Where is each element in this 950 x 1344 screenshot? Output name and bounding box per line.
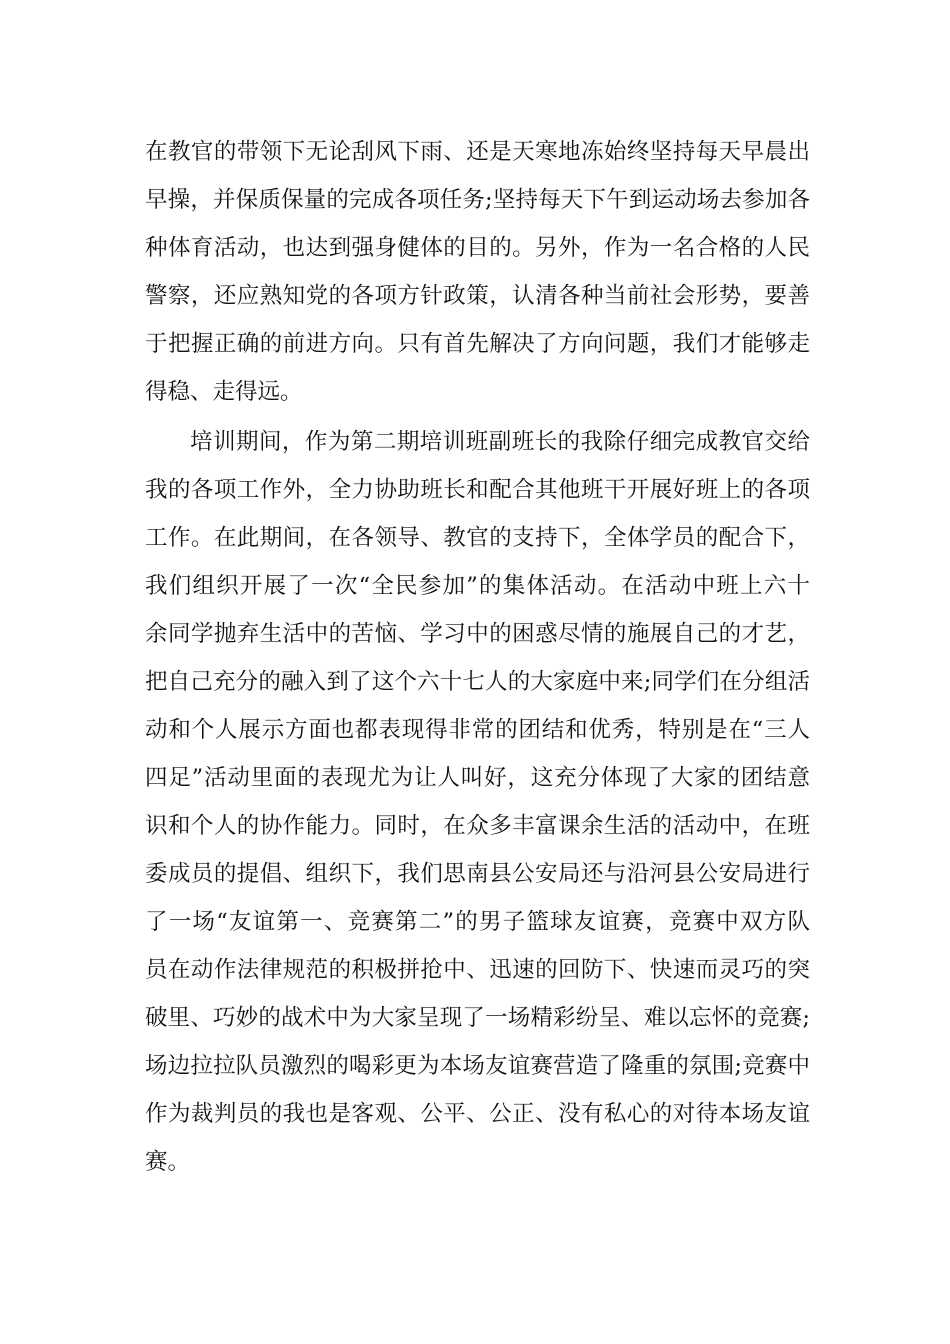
text-line: 员在动作法律规范的积极拼抢中、迅速的回防下、快速而灵巧的突 — [145, 957, 810, 983]
text-line: 得稳、走得远。 — [145, 379, 303, 405]
text-line: 委成员的提倡、组织下，我们思南县公安局还与沿河县公安局进行 — [145, 861, 810, 887]
text-line: 种体育活动，也达到强身健体的目的。另外，作为一名合格的人民 — [145, 235, 810, 261]
text-line: 场边拉拉队员激烈的喝彩更为本场友谊赛营造了隆重的氛围;竞赛中 — [145, 1053, 810, 1079]
text-line: 作为裁判员的我也是客观、公平、公正、没有私心的对待本场友谊 — [145, 1101, 810, 1127]
text-line: 于把握正确的前进方向。只有首先解决了方向问题，我们才能够走 — [145, 331, 810, 357]
text-line: 了一场“友谊第一、竞赛第二”的男子篮球友谊赛，竞赛中双方队 — [145, 909, 810, 935]
document-body — [145, 128, 810, 1186]
text-line: 把自己充分的融入到了这个六十七人的大家庭中来;同学们在分组活 — [145, 669, 810, 695]
text-line: 在教官的带领下无论刮风下雨、还是天寒地冻始终坚持每天早晨出 — [145, 139, 810, 165]
text-line: 赛。 — [145, 1149, 191, 1175]
text-line: 我们组织开展了一次“全民参加”的集体活动。在活动中班上六十 — [145, 573, 810, 599]
text-line: 培训期间，作为第二期培训班副班长的我除仔细完成教官交给 — [190, 429, 810, 455]
text-line: 破里、巧妙的战术中为大家呈现了一场精彩纷呈、难以忘怀的竞赛; — [145, 1005, 810, 1031]
text-line: 余同学抛弃生活中的苦恼、学习中的困惑尽情的施展自己的才艺， — [145, 621, 810, 647]
text-line: 早操，并保质保量的完成各项任务;坚持每天下午到运动场去参加各 — [145, 187, 810, 213]
paragraph-2 — [145, 418, 810, 1186]
text-line: 四足”活动里面的表现尤为让人叫好，这充分体现了大家的团结意 — [145, 765, 810, 791]
text-line: 警察，还应熟知党的各项方针政策，认清各种当前社会形势，要善 — [145, 283, 810, 309]
paragraph-1 — [145, 128, 810, 416]
text-line: 识和个人的协作能力。同时，在众多丰富课余生活的活动中，在班 — [145, 813, 810, 839]
text-line: 工作。在此期间，在各领导、教官的支持下，全体学员的配合下， — [145, 525, 810, 551]
text-line: 动和个人展示方面也都表现得非常的团结和优秀，特别是在“三人 — [145, 717, 810, 743]
text-line: 我的各项工作外，全力协助班长和配合其他班干开展好班上的各项 — [145, 477, 810, 503]
